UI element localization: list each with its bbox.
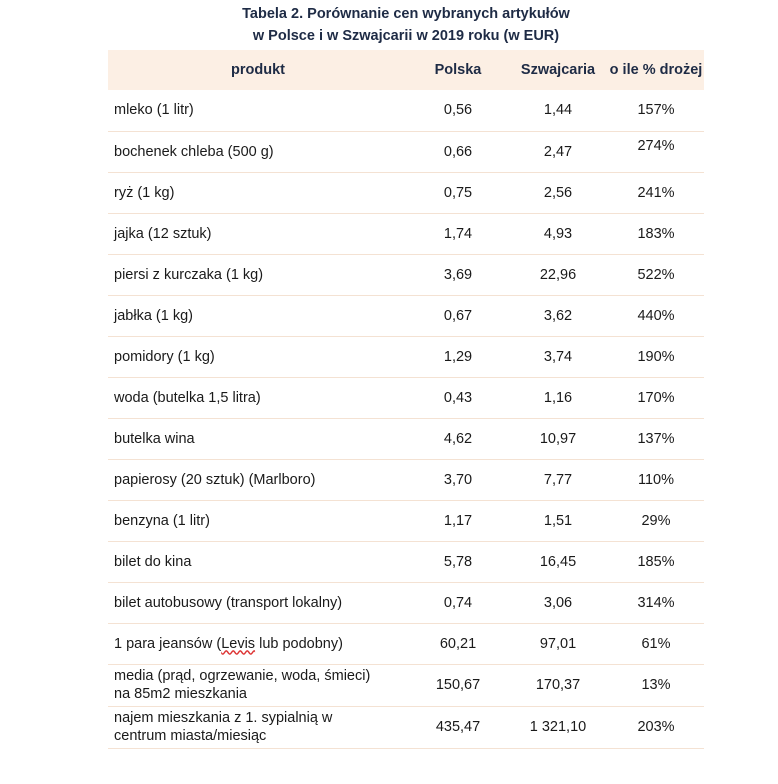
percent-diff-cell: 203% [608,706,704,748]
table-row [108,664,704,706]
product-cell: bilet autobusowy (transport lokalny) [108,582,408,623]
table-row [108,459,704,500]
poland-price-cell: 0,43 [408,377,508,418]
spellcheck-marked-word: Levis [221,635,256,652]
product-cell: jajka (12 sztuk) [108,213,408,254]
poland-price-cell: 1,29 [408,336,508,377]
table-row [108,254,704,295]
product-line-1: media (prąd, ogrzewanie, woda, śmieci) [114,668,371,684]
percent-diff-cell: 190% [608,336,704,377]
table-row [108,131,704,172]
table-header [108,50,704,90]
switzerland-price-cell: 1 321,10 [508,706,608,748]
header-row [108,50,704,90]
product-cell: ryż (1 kg) [108,172,408,213]
switzerland-price-cell: 1,51 [508,500,608,541]
percent-diff-cell: 13% [608,664,704,706]
header-switzerland: Szwajcaria [520,62,596,78]
table-row [108,500,704,541]
product-cell: butelka wina [108,418,408,459]
product-cell [108,664,408,706]
switzerland-price-cell: 10,97 [508,418,608,459]
percent-diff-cell: 522% [608,254,704,295]
product-line-2: centrum miasta/miesiąc [114,728,267,744]
percent-diff-cell: 137% [608,418,704,459]
poland-price-cell: 60,21 [408,623,508,664]
table-row [108,377,704,418]
switzerland-price-cell: 170,37 [508,664,608,706]
poland-price-cell: 0,66 [408,131,508,172]
poland-price-cell: 1,17 [408,500,508,541]
product-cell [108,623,408,664]
percent-diff-cell: 274% [608,131,704,172]
product-text-pre: 1 para jeansów ( [114,635,222,652]
product-line-1: najem mieszkania z 1. sypialnią w [114,710,333,726]
percent-diff-cell: 170% [608,377,704,418]
percent-diff-cell: 157% [608,90,704,131]
poland-price-cell: 3,69 [408,254,508,295]
table-title-line-1: Tabela 2. Porównanie cen wybranych artykułów [242,6,570,22]
product-cell: woda (butelka 1,5 litra) [108,377,408,418]
percent-diff-cell: 183% [608,213,704,254]
percent-diff-cell: 110% [608,459,704,500]
switzerland-price-cell: 22,96 [508,254,608,295]
switzerland-price-cell: 2,56 [508,172,608,213]
switzerland-price-cell: 1,16 [508,377,608,418]
header-percent-diff: o ile % drożej [609,62,703,78]
table-title-line-2: w Polsce i w Szwajcarii w 2019 roku (w EUR) [252,28,560,44]
product-cell: bilet do kina [108,541,408,582]
switzerland-price-cell: 1,44 [508,90,608,131]
table-row [108,418,704,459]
poland-price-cell: 435,47 [408,706,508,748]
header-product: produkt [231,62,285,78]
product-cell [108,706,408,748]
product-cell: jabłka (1 kg) [108,295,408,336]
poland-price-cell: 150,67 [408,664,508,706]
switzerland-price-cell: 3,74 [508,336,608,377]
poland-price-cell: 3,70 [408,459,508,500]
product-cell: piersi z kurczaka (1 kg) [108,254,408,295]
table-row [108,213,704,254]
percent-diff-cell: 440% [608,295,704,336]
poland-price-cell: 0,75 [408,172,508,213]
product-cell: benzyna (1 litr) [108,500,408,541]
switzerland-price-cell: 2,47 [508,131,608,172]
percent-diff-cell: 314% [608,582,704,623]
table-row [108,541,704,582]
product-cell: mleko (1 litr) [108,90,408,131]
table-row [108,582,704,623]
product-line-2: na 85m2 mieszkania [114,686,247,702]
table-body [108,90,704,748]
switzerland-price-cell: 97,01 [508,623,608,664]
product-text-post: lub podobny) [255,635,343,652]
product-cell: bochenek chleba (500 g) [108,131,408,172]
product-cell: papierosy (20 sztuk) (Marlboro) [108,459,408,500]
poland-price-cell: 0,74 [408,582,508,623]
percent-diff-cell: 241% [608,172,704,213]
table-row [108,623,704,664]
switzerland-price-cell: 4,93 [508,213,608,254]
poland-price-cell: 0,56 [408,90,508,131]
percent-diff-cell: 185% [608,541,704,582]
switzerland-price-cell: 7,77 [508,459,608,500]
table-row [108,295,704,336]
percent-diff-cell: 29% [608,500,704,541]
percent-diff-cell: 61% [608,623,704,664]
table-row [108,90,704,131]
switzerland-price-cell: 3,62 [508,295,608,336]
header-poland: Polska [434,62,482,78]
poland-price-cell: 1,74 [408,213,508,254]
table-row [108,336,704,377]
product-cell: pomidory (1 kg) [108,336,408,377]
table-row [108,706,704,748]
table-row [108,172,704,213]
switzerland-price-cell: 3,06 [508,582,608,623]
poland-price-cell: 5,78 [408,541,508,582]
switzerland-price-cell: 16,45 [508,541,608,582]
poland-price-cell: 0,67 [408,295,508,336]
poland-price-cell: 4,62 [408,418,508,459]
price-comparison-table [108,50,704,749]
